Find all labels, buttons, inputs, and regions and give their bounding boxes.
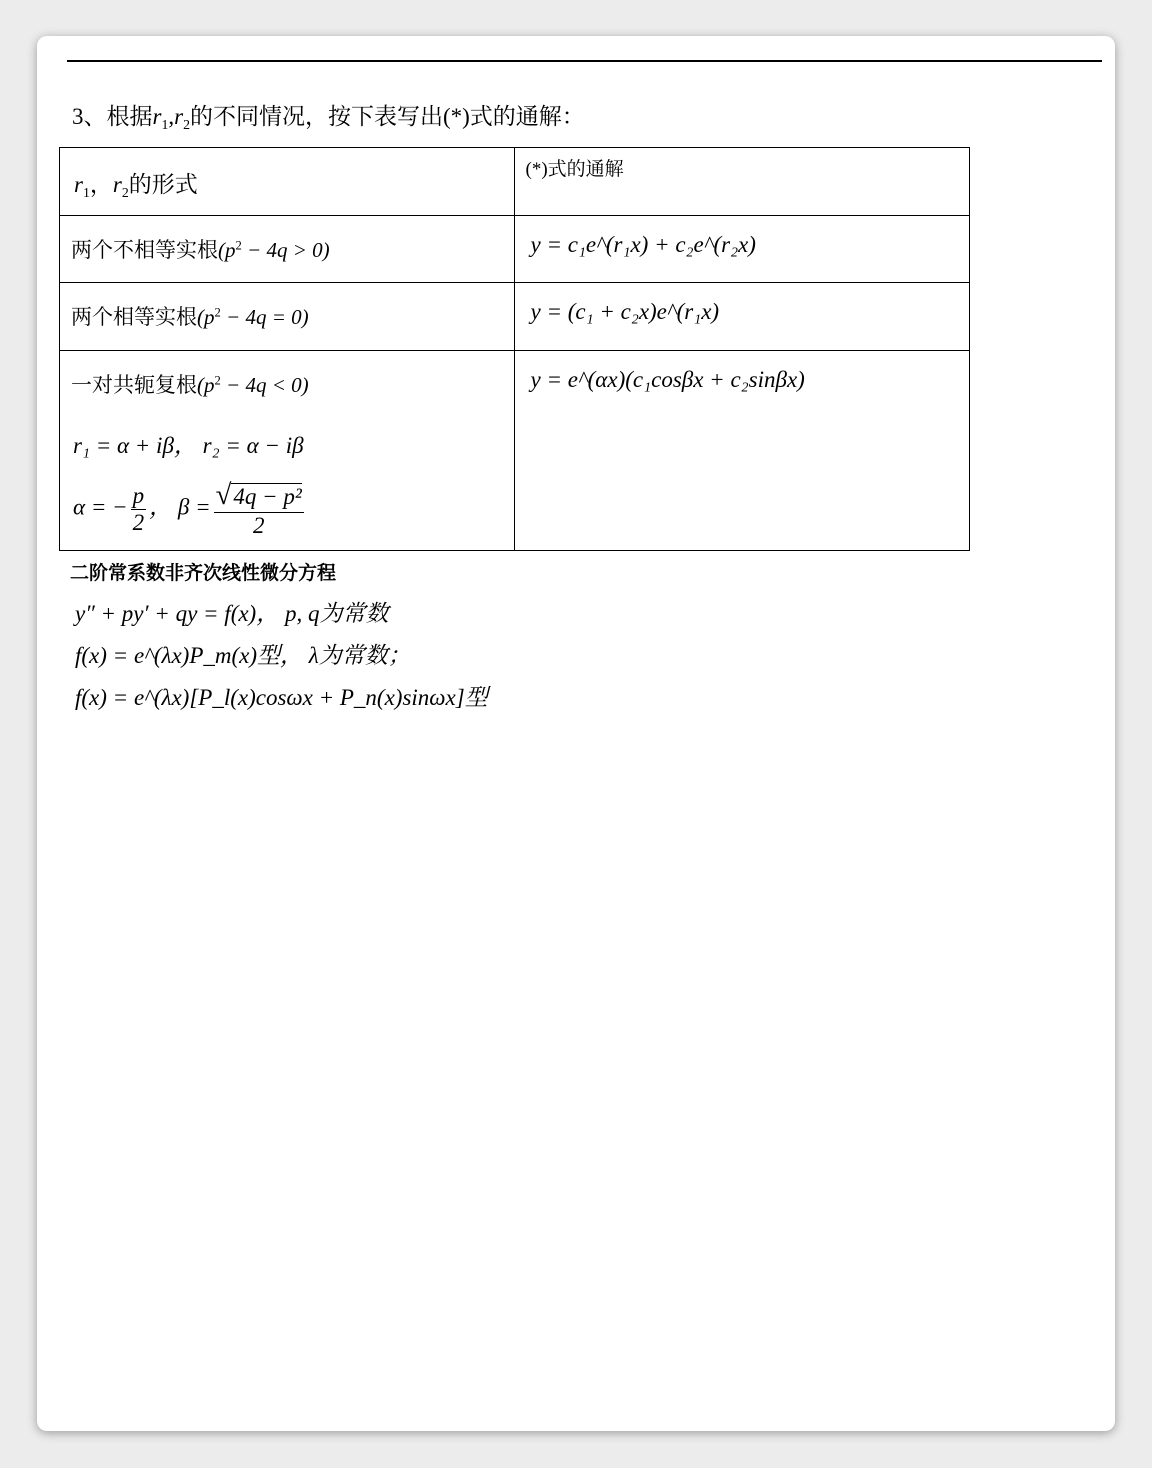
beta-fraction: $\frac{\text{√4q − p²}}{2}$ bbox=[215, 479, 302, 538]
complex-roots-formula: r₁ = α + iβ， r₂ = α − iβ bbox=[73, 433, 304, 458]
roots-table bbox=[59, 147, 970, 551]
equation-line: f(x) = e^(λx)P_m(x)型， λ为常数； bbox=[75, 643, 411, 668]
alpha-fraction: $\frac{p}{2}$ bbox=[132, 482, 145, 535]
table-row bbox=[60, 351, 970, 551]
header-cell-solution bbox=[514, 148, 970, 216]
equation-line: y″ + py′ + qy = f(x)， p, q为常数 bbox=[75, 601, 389, 626]
table-row bbox=[60, 216, 970, 283]
header-solution-label: (*)式的通解 bbox=[525, 159, 624, 180]
solution-formula: y = e^(αx)(c₁cosβx + c₂sinβx) bbox=[530, 367, 805, 392]
table-row bbox=[60, 283, 970, 351]
table-header-row bbox=[60, 148, 970, 216]
case-label: 两个不相等实根$(p^2 - 4q > 0)$ bbox=[71, 238, 330, 262]
solution-formula: y = (c₁ + c₂x)e^(r₁x) bbox=[530, 299, 720, 324]
alpha-beta-formula: α = − $\frac{p}{2}$ ， β = $\frac{\text{√4q − p²}}{2}$ bbox=[73, 479, 302, 538]
equation-line: f(x) = e^(λx)[P_l(x)cosωx + P_n(x)sinωx]型 bbox=[75, 685, 488, 710]
top-rule bbox=[67, 60, 1102, 62]
case-label: 两个相等实根$(p^2 - 4q = 0)$ bbox=[71, 305, 309, 329]
solution-formula: y = c₁e^(r₁x) + c₂e^(r₂x) bbox=[530, 232, 756, 257]
header-form-label: $r_1$，$r_2$的形式 bbox=[74, 172, 198, 200]
case-label: 一对共轭复根$(p^2 - 4q < 0)$ bbox=[71, 373, 309, 397]
subsection-title: 二阶常系数非齐次线性微分方程 bbox=[70, 562, 337, 584]
document-page bbox=[37, 36, 1115, 1431]
header-cell-form bbox=[60, 148, 515, 216]
section-heading: 3、根据$r_1,r_2$的不同情况，按下表写出(*)式的通解： bbox=[72, 104, 585, 132]
